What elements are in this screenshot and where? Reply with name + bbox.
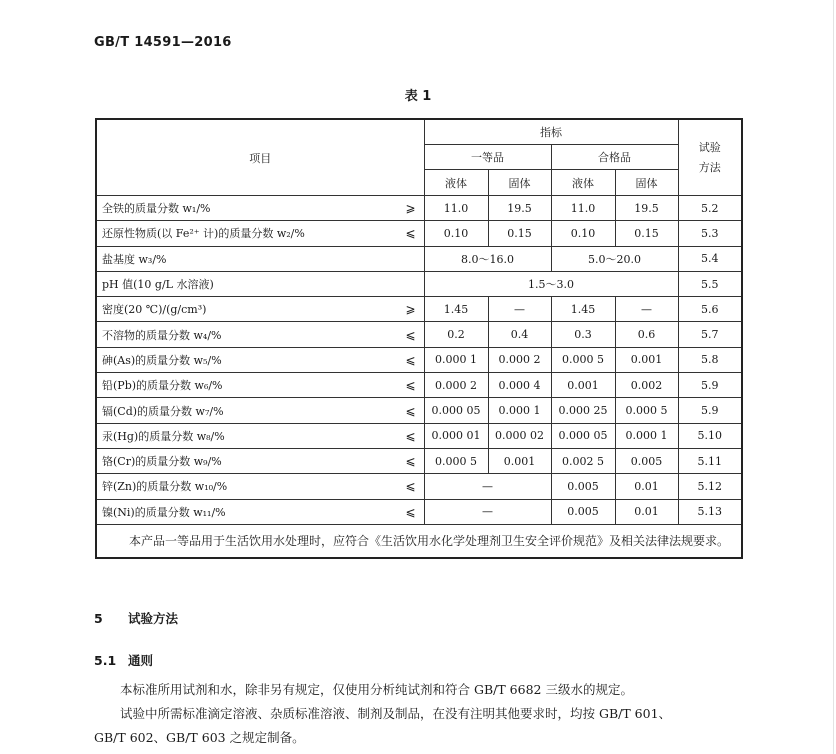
table-caption: 表 1 bbox=[404, 89, 432, 104]
value-cell: 11.0 bbox=[424, 196, 488, 221]
limit-symbol: ⩽ bbox=[374, 347, 424, 372]
table-row bbox=[96, 398, 742, 423]
limit-symbol bbox=[374, 246, 424, 271]
section-5-1-heading bbox=[94, 651, 153, 669]
limit-symbol: ⩽ bbox=[374, 423, 424, 448]
value-cell: 0.000 01 bbox=[424, 423, 488, 448]
value-cell: 0.000 5 bbox=[615, 398, 678, 423]
value-cell: 0.001 bbox=[488, 448, 551, 473]
item-label: 铬(Cr)的质量分数 w₉/% bbox=[96, 448, 374, 473]
section-5-heading bbox=[94, 609, 178, 627]
section-title: 通则 bbox=[128, 653, 154, 668]
value-cell: 0.001 bbox=[615, 347, 678, 372]
table-row bbox=[96, 373, 742, 398]
value-cell: 0.000 5 bbox=[424, 448, 488, 473]
value-cell: 0.01 bbox=[615, 499, 678, 524]
value-cell: 0.000 05 bbox=[424, 398, 488, 423]
limit-symbol: ⩽ bbox=[374, 322, 424, 347]
method-cell: 5.11 bbox=[678, 448, 742, 473]
method-cell: 5.9 bbox=[678, 398, 742, 423]
table-row bbox=[96, 221, 742, 246]
table-row bbox=[96, 246, 742, 271]
item-label: 不溶物的质量分数 w₄/% bbox=[96, 322, 374, 347]
value-cell: 0.000 1 bbox=[424, 347, 488, 372]
table-row bbox=[96, 474, 742, 499]
method-cell: 5.7 bbox=[678, 322, 742, 347]
item-label: 还原性物质(以 Fe²⁺ 计)的质量分数 w₂/% bbox=[96, 221, 374, 246]
method-cell: 5.4 bbox=[678, 246, 742, 271]
table-row bbox=[96, 322, 742, 347]
limit-symbol: ⩾ bbox=[374, 196, 424, 221]
header-grade1: 一等品 bbox=[424, 145, 551, 170]
method-cell: 5.6 bbox=[678, 297, 742, 322]
table-note-text: 本产品一等品用于生活饮用水处理时，应符合《生活饮用水化学处理剂卫生安全评价规范》及相关法律法规要求。 bbox=[129, 533, 730, 548]
value-cell: 0.000 02 bbox=[488, 423, 551, 448]
table-row bbox=[96, 297, 742, 322]
limit-symbol: ⩽ bbox=[374, 448, 424, 473]
value-cell: 0.10 bbox=[551, 221, 615, 246]
section-title: 试验方法 bbox=[128, 611, 179, 626]
standard-code: GB/T 14591—2016 bbox=[94, 35, 232, 50]
item-label: pH 值(10 g/L 水溶液) bbox=[96, 271, 374, 296]
item-label: 密度(20 ℃)/(g/cm³) bbox=[96, 297, 374, 322]
section-number: 5 bbox=[94, 611, 103, 626]
limit-symbol: ⩽ bbox=[374, 221, 424, 246]
value-cell: 0.3 bbox=[551, 322, 615, 347]
limit-symbol: ⩽ bbox=[374, 499, 424, 524]
specification-table bbox=[95, 118, 743, 559]
item-label: 全铁的质量分数 w₁/% bbox=[96, 196, 374, 221]
value-cell: 8.0～16.0 bbox=[424, 246, 551, 271]
paragraph-1: 本标准所用试剂和水，除非另有规定，仅使用分析纯试剂和符合 GB/T 6682 三级水的规定。 bbox=[120, 682, 633, 697]
value-cell: 1.45 bbox=[424, 297, 488, 322]
table-row bbox=[96, 423, 742, 448]
limit-symbol: ⩾ bbox=[374, 297, 424, 322]
section-number: 5.1 bbox=[94, 653, 117, 668]
method-cell: 5.5 bbox=[678, 271, 742, 296]
item-label: 砷(As)的质量分数 w₅/% bbox=[96, 347, 374, 372]
item-label: 盐基度 w₃/% bbox=[96, 246, 374, 271]
value-cell: 0.10 bbox=[424, 221, 488, 246]
value-cell: 1.45 bbox=[551, 297, 615, 322]
page-edge bbox=[833, 0, 834, 754]
value-cell: 0.4 bbox=[488, 322, 551, 347]
table-row bbox=[96, 448, 742, 473]
value-cell: 0.000 25 bbox=[551, 398, 615, 423]
value-cell: 1.5～3.0 bbox=[424, 271, 678, 296]
value-cell: — bbox=[424, 499, 551, 524]
limit-symbol: ⩽ bbox=[374, 398, 424, 423]
method-cell: 5.10 bbox=[678, 423, 742, 448]
table-note bbox=[96, 524, 742, 558]
value-cell: 0.000 1 bbox=[615, 423, 678, 448]
limit-symbol: ⩽ bbox=[374, 474, 424, 499]
value-cell: 0.005 bbox=[551, 499, 615, 524]
value-cell: — bbox=[488, 297, 551, 322]
value-cell: 0.6 bbox=[615, 322, 678, 347]
value-cell: 0.001 bbox=[551, 373, 615, 398]
item-label: 镍(Ni)的质量分数 w₁₁/% bbox=[96, 499, 374, 524]
value-cell: 0.2 bbox=[424, 322, 488, 347]
item-label: 铅(Pb)的质量分数 w₆/% bbox=[96, 373, 374, 398]
header-liquid: 液体 bbox=[424, 170, 488, 196]
value-cell: 0.01 bbox=[615, 474, 678, 499]
body-text bbox=[94, 678, 744, 750]
value-cell: 0.000 2 bbox=[424, 373, 488, 398]
header-indicator: 指标 bbox=[424, 119, 678, 145]
table-row bbox=[96, 499, 742, 524]
limit-symbol: ⩽ bbox=[374, 373, 424, 398]
value-cell: 0.000 1 bbox=[488, 398, 551, 423]
value-cell: 0.005 bbox=[551, 474, 615, 499]
value-cell: 19.5 bbox=[615, 196, 678, 221]
value-cell: 0.000 5 bbox=[551, 347, 615, 372]
header-solid: 固体 bbox=[488, 170, 551, 196]
header-liquid: 液体 bbox=[551, 170, 615, 196]
value-cell: — bbox=[615, 297, 678, 322]
header-item: 项目 bbox=[96, 119, 424, 196]
method-cell: 5.12 bbox=[678, 474, 742, 499]
value-cell: 0.000 05 bbox=[551, 423, 615, 448]
method-cell: 5.9 bbox=[678, 373, 742, 398]
header-qualified: 合格品 bbox=[551, 145, 678, 170]
header-solid: 固体 bbox=[615, 170, 678, 196]
method-cell: 5.8 bbox=[678, 347, 742, 372]
table-row bbox=[96, 196, 742, 221]
value-cell: — bbox=[424, 474, 551, 499]
value-cell: 0.000 4 bbox=[488, 373, 551, 398]
method-cell: 5.3 bbox=[678, 221, 742, 246]
value-cell: 0.15 bbox=[488, 221, 551, 246]
method-cell: 5.13 bbox=[678, 499, 742, 524]
value-cell: 0.15 bbox=[615, 221, 678, 246]
table-row bbox=[96, 271, 742, 296]
value-cell: 11.0 bbox=[551, 196, 615, 221]
value-cell: 0.000 2 bbox=[488, 347, 551, 372]
header-method bbox=[678, 119, 742, 196]
value-cell: 0.002 bbox=[615, 373, 678, 398]
value-cell: 5.0～20.0 bbox=[551, 246, 678, 271]
item-label: 镉(Cd)的质量分数 w₇/% bbox=[96, 398, 374, 423]
table-note-row bbox=[96, 524, 742, 558]
limit-symbol bbox=[374, 271, 424, 296]
paragraph-2: 试验中所需标准滴定溶液、杂质标准溶液、制剂及制品，在没有注明其他要求时，均按 GB/T 601、 bbox=[120, 706, 672, 721]
value-cell: 19.5 bbox=[488, 196, 551, 221]
value-cell: 0.002 5 bbox=[551, 448, 615, 473]
item-label: 锌(Zn)的质量分数 w₁₀/% bbox=[96, 474, 374, 499]
method-cell: 5.2 bbox=[678, 196, 742, 221]
paragraph-2-continued: GB/T 602、GB/T 603 之规定制备。 bbox=[94, 730, 305, 745]
header-method-text: 试验方法 bbox=[698, 140, 721, 174]
table-row bbox=[96, 347, 742, 372]
item-label: 汞(Hg)的质量分数 w₈/% bbox=[96, 423, 374, 448]
value-cell: 0.005 bbox=[615, 448, 678, 473]
